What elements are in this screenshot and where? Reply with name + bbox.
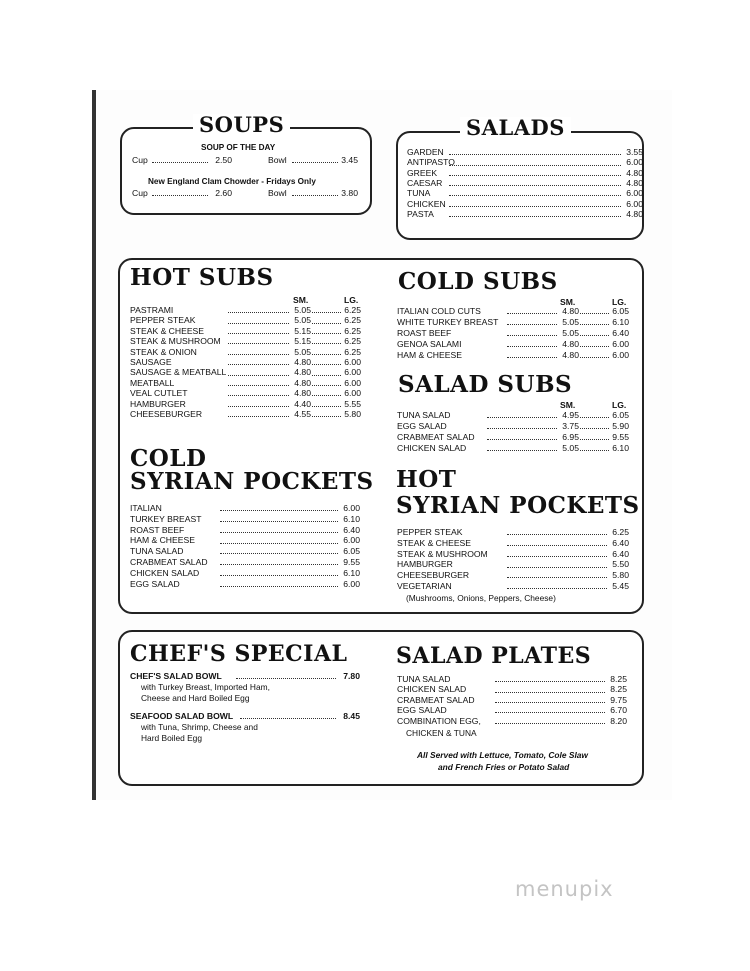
item-price: 6.70 [610, 705, 627, 716]
item-price: 4.80 [626, 167, 643, 178]
item-name: CRABMEAT SALAD [397, 431, 475, 442]
dot-leader [312, 343, 341, 344]
dot-leader [449, 206, 621, 207]
item-name: VEGETARIAN [397, 581, 452, 591]
cold-subs-lg-header: LG. [612, 297, 627, 307]
salads-item [407, 209, 645, 219]
dot-leader [228, 375, 289, 376]
item-name: PEPPER STEAK [130, 315, 196, 326]
item-name: TUNA SALAD [397, 410, 451, 420]
dot-leader [220, 532, 338, 533]
dot-leader [580, 324, 609, 325]
hot-subs-item [130, 347, 363, 357]
dot-leader [220, 553, 338, 554]
dot-leader [228, 343, 289, 344]
item-name: ITALIAN [130, 503, 162, 513]
dot-leader [228, 416, 289, 417]
dot-leader [507, 556, 607, 557]
large-price: 6.25 [344, 336, 361, 347]
chefs-salad-bowl-row: CHEF'S SALAD BOWL 7.80 [130, 671, 360, 681]
dot-leader [449, 195, 621, 196]
cold-pockets-title-line2: SYRIAN POCKETS [130, 468, 374, 495]
dot-leader [312, 416, 341, 417]
item-price: 6.00 [626, 188, 643, 199]
large-price: 6.00 [344, 377, 361, 388]
dot-leader [449, 175, 621, 176]
item-name: COMBINATION EGG, [397, 715, 481, 726]
item-price: 8.25 [610, 684, 627, 695]
small-price: 4.80 [294, 377, 311, 388]
salad-subs-sm-header: SM. [560, 400, 576, 410]
cold-subs-item [397, 339, 631, 349]
dot-leader [580, 357, 609, 358]
small-price: 5.05 [562, 327, 579, 338]
item-price: 6.10 [343, 513, 360, 524]
dot-leader [580, 428, 609, 429]
salad-subs-title: SALAD SUBS [398, 371, 573, 398]
item-name: EGG SALAD [397, 705, 447, 716]
large-price: 5.90 [612, 420, 629, 431]
item-name: SAUSAGE & MEATBALL [130, 367, 227, 378]
item-name: TUNA [407, 188, 431, 199]
item-name: STEAK & CHEESE [397, 537, 472, 548]
item-name: CRABMEAT SALAD [397, 694, 475, 705]
dot-leader [580, 313, 609, 314]
small-price: 3.75 [562, 420, 579, 431]
hot-pockets-title-line1: HOT [396, 466, 457, 493]
dot-leader [228, 323, 289, 324]
salad-plates-footer1: All Served with Lettuce, Tomato, Cole Slaw [417, 750, 588, 760]
item-price: 6.10 [343, 567, 360, 578]
item-price: 9.75 [610, 694, 627, 705]
dot-leader [228, 312, 289, 313]
large-price: 6.25 [344, 325, 361, 336]
dot-leader [220, 543, 338, 544]
dot-leader [507, 335, 557, 336]
item-price: 8.25 [610, 674, 627, 684]
dot-leader [312, 364, 341, 365]
large-price: 6.00 [344, 367, 361, 378]
salad-plates-item [397, 684, 629, 694]
item-name: ANTIPASTO [407, 157, 455, 168]
salads-title: SALADS [460, 117, 571, 138]
hot-subs-title: HOT SUBS [130, 264, 274, 291]
cold-subs-item [397, 328, 631, 338]
cold-pockets-item [130, 503, 362, 513]
cold-pockets-title-line1: COLD [130, 445, 207, 472]
salad-plates-item [397, 716, 629, 726]
hot-subs-item [130, 305, 363, 315]
item-name: GREEK [407, 167, 438, 178]
chowder-label: New England Clam Chowder - Fridays Only [148, 177, 316, 186]
chefs-salad-bowl-desc2: Cheese and Hard Boiled Egg [141, 693, 250, 703]
item-price: 8.20 [610, 715, 627, 726]
item-name: MEATBALL [130, 377, 175, 388]
soup-of-day-label: SOUP OF THE DAY [201, 143, 276, 152]
dot-leader [507, 324, 557, 325]
seafood-salad-bowl-desc1: with Tuna, Shrimp, Cheese and [141, 722, 258, 732]
small-price: 6.95 [562, 431, 579, 442]
hot-pockets-item [397, 581, 631, 591]
dot-leader [220, 521, 338, 522]
small-price: 4.40 [294, 398, 311, 409]
item-price: 5.45 [612, 581, 629, 591]
item-price: 6.00 [343, 535, 360, 546]
dot-leader [312, 323, 341, 324]
dot-leader [487, 450, 557, 451]
cold-subs-item [397, 306, 631, 316]
large-price: 9.55 [612, 431, 629, 442]
large-price: 6.05 [612, 306, 629, 316]
dot-leader [487, 417, 557, 418]
cold-subs-title: COLD SUBS [398, 268, 558, 295]
item-name: CHICKEN [407, 198, 446, 209]
item-name: ITALIAN COLD CUTS [397, 306, 481, 316]
salad-plates-item [397, 674, 629, 684]
salad-subs-item [397, 410, 631, 420]
vegetarian-note: (Mushrooms, Onions, Peppers, Cheese) [406, 593, 556, 603]
large-price: 6.00 [612, 338, 629, 349]
small-price: 4.55 [294, 409, 311, 419]
dot-leader [312, 406, 341, 407]
salad-subs-lg-header: LG. [612, 400, 627, 410]
item-name: CHICKEN SALAD [397, 684, 467, 695]
item-name: PEPPER STEAK [397, 527, 463, 537]
small-price: 4.95 [562, 410, 579, 420]
salad-plates-item [397, 705, 629, 715]
large-price: 5.80 [344, 409, 361, 419]
item-name: HAMBURGER [397, 559, 453, 570]
chefs-salad-bowl-desc1: with Turkey Breast, Imported Ham, [141, 682, 270, 692]
dot-leader [228, 385, 289, 386]
hot-subs-item [130, 388, 363, 398]
chowder-cup: Cup 2.60 [132, 188, 232, 198]
dot-leader [220, 564, 338, 565]
large-price: 6.10 [612, 442, 629, 453]
item-name: HAMBURGER [130, 398, 186, 409]
soups-box [120, 127, 372, 215]
salad-plates-footer2: and French Fries or Potato Salad [438, 762, 570, 772]
item-price: 9.55 [343, 557, 360, 567]
chefs-special-title: CHEF'S SPECIAL [130, 641, 348, 667]
item-price: 3.55 [626, 147, 643, 157]
cold-pockets-item [130, 546, 362, 556]
salads-item [407, 178, 645, 188]
item-name: CRABMEAT SALAD [130, 557, 208, 567]
dot-leader [312, 354, 341, 355]
small-price: 5.05 [562, 316, 579, 327]
cold-subs-item [397, 350, 631, 360]
dot-leader [220, 510, 338, 511]
dot-leader [228, 395, 289, 396]
hot-pockets-title-line2: SYRIAN POCKETS [396, 492, 640, 519]
large-price: 6.00 [344, 388, 361, 399]
dot-leader [487, 428, 557, 429]
salad-subs-item [397, 443, 631, 453]
salad-subs-item [397, 421, 631, 431]
dot-leader [507, 577, 607, 578]
item-name: CHEESEBURGER [130, 409, 203, 419]
cold-pockets-item [130, 568, 362, 578]
salad-plates-item [397, 695, 629, 705]
item-name: GARDEN [407, 147, 444, 157]
dot-leader [580, 439, 609, 440]
dot-leader [495, 702, 605, 703]
item-price: 6.00 [626, 198, 643, 209]
item-price: 5.50 [612, 559, 629, 570]
small-price: 5.05 [294, 305, 311, 315]
dot-leader [580, 450, 609, 451]
item-price: 6.40 [612, 548, 629, 559]
item-price: 6.40 [343, 524, 360, 535]
small-price: 4.80 [294, 367, 311, 378]
salads-item [407, 199, 645, 209]
dot-leader [228, 354, 289, 355]
hot-pockets-item [397, 527, 631, 537]
dot-leader [312, 312, 341, 313]
dot-leader [220, 575, 338, 576]
small-price: 5.15 [294, 336, 311, 347]
cold-subs-item [397, 317, 631, 327]
hot-subs-item [130, 409, 363, 419]
item-name: CAESAR [407, 177, 443, 188]
seafood-salad-bowl-desc2: Hard Boiled Egg [141, 733, 202, 743]
item-name: HAM & CHEESE [397, 349, 462, 360]
cold-subs-sm-header: SM. [560, 297, 576, 307]
item-name: STEAK & MUSHROOM [130, 336, 221, 347]
dot-leader [507, 357, 557, 358]
item-price: 6.05 [343, 546, 360, 557]
dot-leader [580, 346, 609, 347]
item-name: EGG SALAD [130, 578, 180, 589]
dot-leader [495, 692, 605, 693]
hot-subs-item [130, 378, 363, 388]
item-name: ROAST BEEF [397, 327, 452, 338]
large-price: 6.00 [344, 357, 361, 367]
item-price: 5.80 [612, 570, 629, 581]
dot-leader [228, 406, 289, 407]
dot-leader [580, 417, 609, 418]
item-price: 4.80 [626, 208, 643, 219]
small-price: 4.80 [294, 388, 311, 399]
dot-leader [312, 385, 341, 386]
item-price: 6.25 [612, 527, 629, 537]
small-price: 4.80 [294, 357, 311, 367]
item-name: VEAL CUTLET [130, 388, 188, 399]
hot-subs-item [130, 336, 363, 346]
small-price: 4.80 [562, 349, 579, 360]
dot-leader [228, 333, 289, 334]
soups-title: SOUPS [193, 114, 290, 135]
dot-leader [487, 439, 557, 440]
large-price: 6.25 [344, 305, 361, 315]
dot-leader [312, 333, 341, 334]
item-name: TURKEY BREAST [130, 513, 202, 524]
dot-leader [220, 586, 338, 587]
dot-leader [507, 588, 607, 589]
item-name: CHICKEN SALAD [130, 567, 200, 578]
dot-leader [507, 534, 607, 535]
large-price: 6.00 [612, 349, 629, 360]
item-price: 4.80 [626, 177, 643, 188]
hot-subs-item [130, 367, 363, 377]
cold-pockets-item [130, 535, 362, 545]
hot-pockets-item [397, 549, 631, 559]
cold-pockets-item [130, 514, 362, 524]
dot-leader [312, 375, 341, 376]
hot-pockets-item [397, 570, 631, 580]
cold-pockets-item [130, 557, 362, 567]
item-name: SAUSAGE [130, 357, 172, 367]
hot-subs-sm-header: SM. [293, 295, 309, 305]
item-name: TUNA SALAD [130, 546, 184, 557]
item-name: ROAST BEEF [130, 524, 185, 535]
dot-leader [228, 364, 289, 365]
dot-leader [449, 165, 621, 166]
dot-leader [495, 712, 605, 713]
dot-leader [580, 335, 609, 336]
hot-subs-item [130, 315, 363, 325]
item-name: STEAK & ONION [130, 346, 197, 357]
hot-subs-item [130, 399, 363, 409]
dot-leader [495, 723, 605, 724]
hot-pockets-item [397, 538, 631, 548]
large-price: 6.25 [344, 346, 361, 357]
item-name: PASTA [407, 208, 434, 219]
dot-leader [449, 185, 621, 186]
item-name: STEAK & CHEESE [130, 325, 205, 336]
chowder-bowl: Bowl 3.80 [268, 188, 358, 198]
hot-subs-item [130, 357, 363, 367]
small-price: 4.80 [562, 306, 579, 316]
item-name: CHICKEN SALAD [397, 442, 467, 453]
cold-pockets-item [130, 525, 362, 535]
item-name: PASTRAMI [130, 305, 174, 315]
combo-line2: CHICKEN & TUNA [406, 728, 477, 738]
hot-subs-item [130, 326, 363, 336]
dot-leader [507, 545, 607, 546]
large-price: 6.25 [344, 315, 361, 326]
large-price: 6.10 [612, 316, 629, 327]
dot-leader [495, 681, 605, 682]
soup-of-day-cup: Cup 2.50 [132, 155, 232, 165]
item-name: HAM & CHEESE [130, 535, 195, 546]
item-price: 6.40 [612, 537, 629, 548]
salads-item [407, 147, 645, 157]
salad-plates-title: SALAD PLATES [396, 643, 592, 669]
dot-leader [507, 567, 607, 568]
seafood-salad-bowl-row: SEAFOOD SALAD BOWL 8.45 [130, 711, 360, 721]
dot-leader [507, 313, 557, 314]
menupix-watermark: menupix [515, 877, 614, 901]
item-name: GENOA SALAMI [397, 338, 462, 349]
salads-item [407, 168, 645, 178]
large-price: 5.55 [344, 398, 361, 409]
large-price: 6.05 [612, 410, 629, 420]
salads-item [407, 157, 645, 167]
dot-leader [449, 216, 621, 217]
item-name: CHEESEBURGER [397, 570, 470, 581]
item-price: 6.00 [343, 503, 360, 513]
dot-leader [507, 346, 557, 347]
dot-leader [449, 154, 621, 155]
hot-subs-lg-header: LG. [344, 295, 359, 305]
salad-subs-item [397, 432, 631, 442]
small-price: 4.80 [562, 338, 579, 349]
salads-item [407, 188, 645, 198]
small-price: 5.15 [294, 325, 311, 336]
large-price: 6.40 [612, 327, 629, 338]
small-price: 5.05 [294, 346, 311, 357]
small-price: 5.05 [562, 442, 579, 453]
item-name: STEAK & MUSHROOM [397, 548, 488, 559]
item-name: EGG SALAD [397, 420, 447, 431]
dot-leader [312, 395, 341, 396]
cold-pockets-item [130, 579, 362, 589]
small-price: 5.05 [294, 315, 311, 326]
hot-pockets-item [397, 559, 631, 569]
item-price: 6.00 [626, 157, 643, 168]
item-name: TUNA SALAD [397, 674, 451, 684]
soup-of-day-bowl: Bowl 3.45 [268, 155, 358, 165]
item-price: 6.00 [343, 578, 360, 589]
item-name: WHITE TURKEY BREAST [397, 316, 499, 327]
